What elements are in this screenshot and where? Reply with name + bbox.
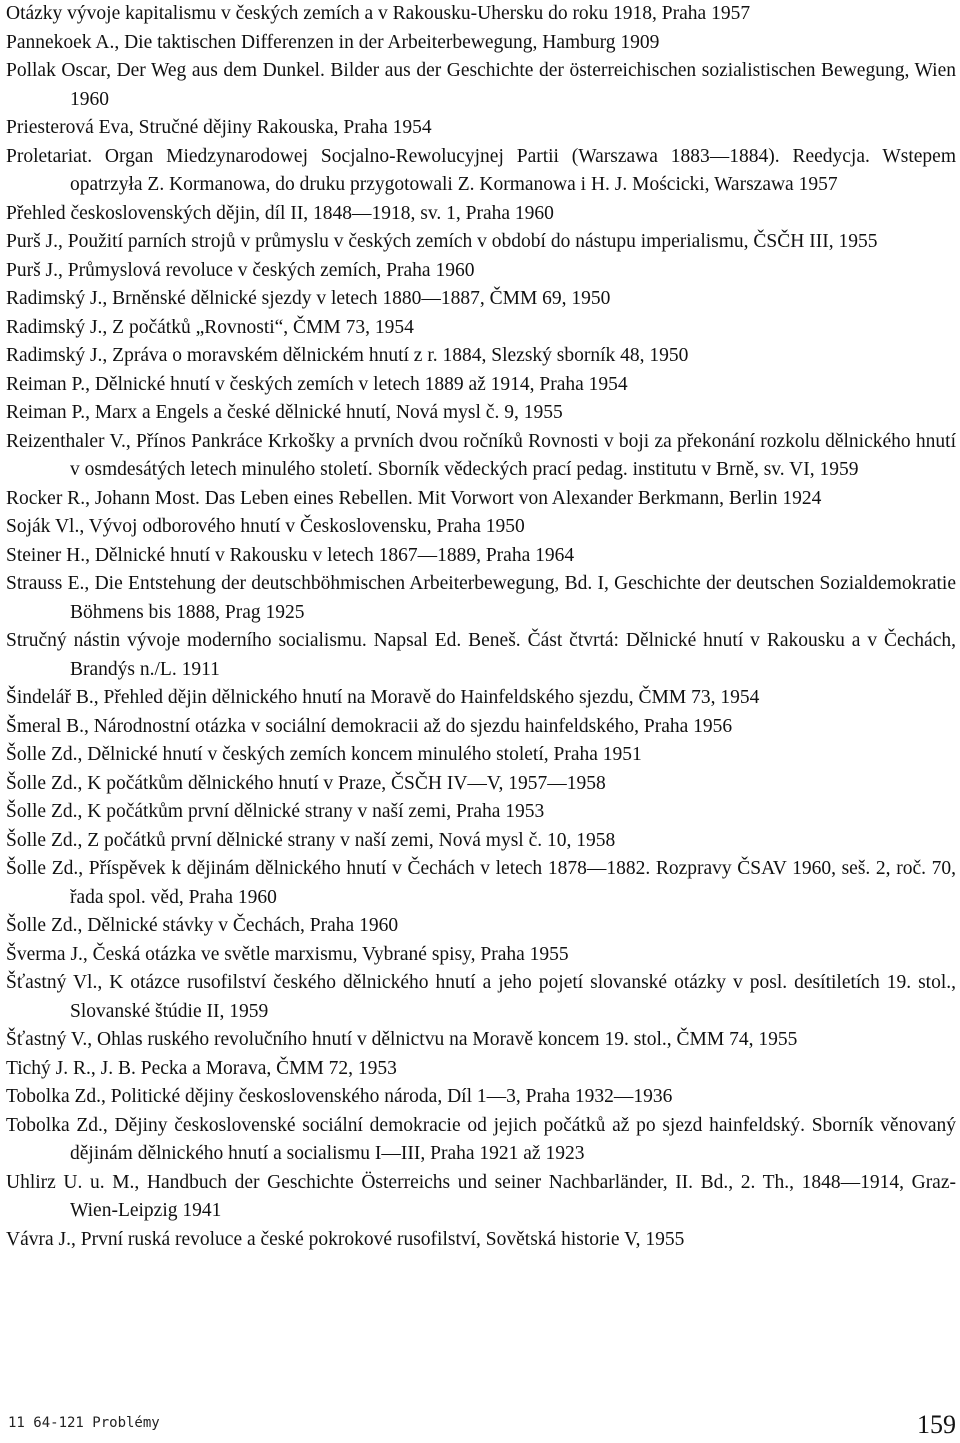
bibliography-list xyxy=(6,0,956,1254)
bibliography-entry: Šťastný Vl., K otázce rusofilství českého dělnického hnutí a jeho pojetí slovanské otázky v posl. desítiletích 19. stol., Slovanské štúdie II, 1959 xyxy=(6,972,956,1022)
bibliography-entry: Otázky vývoje kapitalismu v českých zemích a v Rakousku-Uhersku do roku 1918, Praha 1957 xyxy=(6,3,751,24)
bibliography-entry: Reiman P., Marx a Engels a české dělnické hnutí, Nová mysl č. 9, 1955 xyxy=(6,402,563,423)
bibliography-entry: Šolle Zd., K počátkům první dělnické strany v naší zemi, Praha 1953 xyxy=(6,801,545,822)
bibliography-entry: Uhlirz U. u. M., Handbuch der Geschichte Österreichs und seiner Nachbarländer, II. Bd., 2. Th., 1848—1914, Graz-Wien-Leipzig 1941 xyxy=(6,1171,956,1221)
bibliography-entry: Strauss E., Die Entstehung der deutschböhmischen Arbeiterbewegung, Bd. I, Geschichte der deutschen Sozialdemokratie Böhmens bis 1888, Prag 1925 xyxy=(6,573,956,623)
bibliography-entry: Reizenthaler V., Přínos Pankráce Krkošky a prvních dvou ročníků Rovnosti v boji za překonání rozkolu dělnického hnutí v osmdesátých letech minulého století. Sborník vědeckých prací pedag. institutu v Brně, sv. VI, 1959 xyxy=(6,430,956,480)
bibliography-entry: Šťastný V., Ohlas ruského revolučního hnutí v dělnictvu na Moravě koncem 19. stol., ČMM 74, 1955 xyxy=(6,1029,798,1050)
bibliography-entry: Stručný nástin vývoje moderního socialismu. Napsal Ed. Beneš. Část čtvrtá: Dělnické hnutí v Rakousku a v Čechách, Brandýs n./L. 1911 xyxy=(6,630,956,680)
bibliography-entry: Šindelář B., Přehled dějin dělnického hnutí na Moravě do Hainfeldského sjezdu, ČMM 73, 1954 xyxy=(6,687,760,708)
bibliography-entry: Tobolka Zd., Politické dějiny československého národa, Díl 1—3, Praha 1932—1936 xyxy=(6,1086,673,1107)
bibliography-entry: Rocker R., Johann Most. Das Leben eines Rebellen. Mit Vorwort von Alexander Berkmann, Berlin 1924 xyxy=(6,487,822,509)
bibliography-entry: Radimský J., Z počátků „Rovnosti“, ČMM 73, 1954 xyxy=(6,316,414,338)
bibliography-entry: Purš J., Průmyslová revoluce v českých zemích, Praha 1960 xyxy=(6,259,475,281)
bibliography-entry: Tobolka Zd., Dějiny československé sociální demokracie od jejich počátků až po sjezd hainfeldský. Sborník věnovaný dějinám dělnického hnutí a socialismu I—III, Praha 1921 až 1923 xyxy=(6,1114,956,1164)
bibliography-entry: Reiman P., Dělnické hnutí v českých zemích v letech 1889 až 1914, Praha 1954 xyxy=(6,373,628,395)
bibliography-entry: Šolle Zd., Příspěvek k dějinám dělnického hnutí v Čechách v letech 1878—1882. Rozpravy ČSAV 1960, seš. 2, roč. 70, řada spol. věd, Praha 1960 xyxy=(6,858,956,908)
bibliography-entry: Proletariat. Organ Miedzynarodowej Socjalno-Rewolucyjnej Partii (Warszawa 1883—1884). Reedycja. Wstepem opatrzyła Z. Kormanowa, do druku przygotowali Z. Kormanowa i H. J. Mościcki, Warszawa 1957 xyxy=(6,145,956,195)
bibliography-entry: Šolle Zd., Z počátků první dělnické strany v naší zemi, Nová mysl č. 10, 1958 xyxy=(6,829,616,851)
bibliography-entry: Šmeral B., Národnostní otázka v sociální demokracii až do sjezdu hainfeldského, Praha 1956 xyxy=(6,715,733,737)
bibliography-entry: Steiner H., Dělnické hnutí v Rakousku v letech 1867—1889, Praha 1964 xyxy=(6,544,575,566)
bibliography-entry: Radimský J., Brněnské dělnické sjezdy v letech 1880—1887, ČMM 69, 1950 xyxy=(6,288,611,309)
bibliography-entry: Šolle Zd., Dělnické stávky v Čechách, Praha 1960 xyxy=(6,915,399,936)
bibliography-entry: Pannekoek A., Die taktischen Differenzen in der Arbeiterbewegung, Hamburg 1909 xyxy=(6,31,660,53)
bibliography-entry: Šolle Zd., Dělnické hnutí v českých zemích koncem minulého století, Praha 1951 xyxy=(6,744,642,765)
bibliography-entry: Šolle Zd., K počátkům dělnického hnutí v Praze, ČSČH IV—V, 1957—1958 xyxy=(6,772,606,794)
bibliography-entry: Šverma J., Česká otázka ve světle marxismu, Vybrané spisy, Praha 1955 xyxy=(6,943,569,965)
printer-signature: 11 64-121 Problémy xyxy=(8,1415,160,1431)
bibliography-entry: Přehled československých dějin, díl II, 1848—1918, sv. 1, Praha 1960 xyxy=(6,202,554,224)
bibliography-entry: Pollak Oscar, Der Weg aus dem Dunkel. Bilder aus der Geschichte der österreichischen sozialistischen Bewegung, Wien 1960 xyxy=(6,60,956,110)
page-number: 159 xyxy=(917,1410,956,1439)
bibliography-entry: Radimský J., Zpráva o moravském dělnickém hnutí z r. 1884, Slezský sborník 48, 1950 xyxy=(6,345,689,366)
bibliography-entry: Priesterová Eva, Stručné dějiny Rakouska, Praha 1954 xyxy=(6,117,432,138)
bibliography-entry: Soják Vl., Vývoj odborového hnutí v Československu, Praha 1950 xyxy=(6,516,525,537)
bibliography-entry: Vávra J., První ruská revoluce a české pokrokové rusofilství, Sovětská historie V, 1955 xyxy=(6,1228,685,1250)
bibliography-entry: Tichý J. R., J. B. Pecka a Morava, ČMM 72, 1953 xyxy=(6,1057,397,1079)
bibliography-entry: Purš J., Použití parních strojů v průmyslu v českých zemích v období do nástupu imperialismu, ČSČH III, 1955 xyxy=(6,231,878,252)
